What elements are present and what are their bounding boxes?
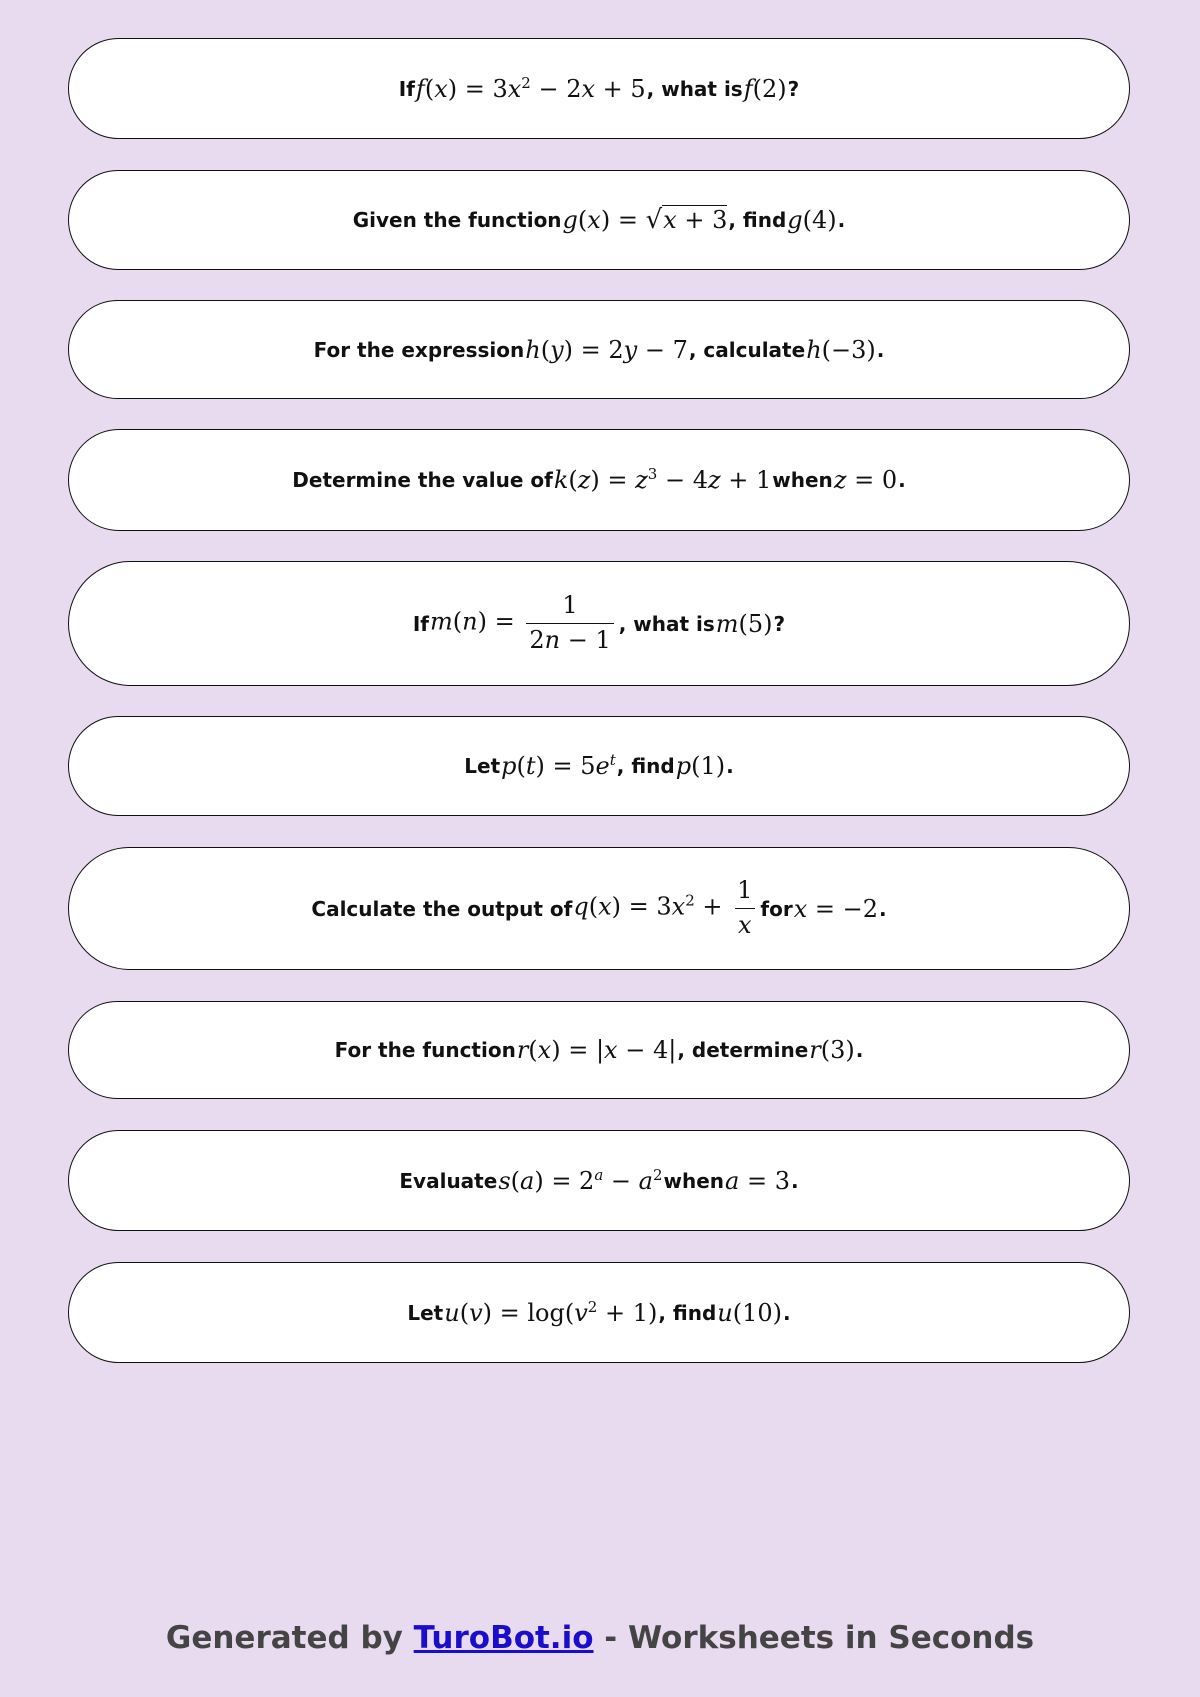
math-expression: $p(t) = 5e^t$ xyxy=(501,751,616,780)
math-expression: z = 0 xyxy=(833,466,898,494)
math-expression: g(x) = √x + 3 xyxy=(562,205,728,235)
problem-text: , what is xyxy=(618,611,715,636)
problem-card-5 xyxy=(68,561,1130,686)
math-expression: g(4) xyxy=(787,206,837,234)
problem-text: Calculate the output of xyxy=(311,896,573,921)
problem-card-7 xyxy=(68,847,1130,970)
math-expression: $u(v) = \log(v^2 + 1)$ xyxy=(444,1297,658,1327)
problem-card-10 xyxy=(68,1262,1130,1363)
problem-card-2 xyxy=(68,170,1130,270)
problem-text: Evaluate xyxy=(399,1168,498,1193)
problem-text: . xyxy=(783,1300,791,1325)
math-expression: a = 3 xyxy=(725,1166,790,1195)
problem-text: . xyxy=(898,468,906,492)
math-expression: m(5) xyxy=(715,609,773,638)
math-expression: u(10) xyxy=(717,1298,783,1327)
problem-text: If xyxy=(412,611,429,636)
problem-text: ? xyxy=(787,76,800,101)
problem-text: If xyxy=(398,76,415,101)
problem-text: when xyxy=(772,468,833,492)
problem-text: Let xyxy=(407,1300,444,1325)
problem-card-6 xyxy=(68,716,1130,816)
math-expression: f(2) xyxy=(743,74,787,103)
footer-prefix: Generated by xyxy=(165,1620,414,1656)
problem-text: for xyxy=(760,896,793,921)
problem-text: , calculate xyxy=(688,337,806,362)
problem-text: when xyxy=(663,1168,725,1193)
math-expression: h(−3) xyxy=(806,335,876,364)
math-expression: x = −2 xyxy=(793,894,878,923)
problem-text: Let xyxy=(464,754,501,778)
problem-text: ? xyxy=(773,611,786,636)
problem-text: . xyxy=(726,754,734,778)
footer xyxy=(0,1620,1200,1656)
problem-text: , find xyxy=(658,1300,717,1325)
math-expression: m(n) = $\frac{1}{2n - 1}$ xyxy=(430,592,618,654)
math-expression: $f(x) = 3x^2 - 2x + 5$ xyxy=(415,73,646,103)
math-expression: p(1) xyxy=(675,752,726,780)
problem-text: . xyxy=(791,1168,799,1193)
problem-text: , find xyxy=(728,208,787,232)
math-expression: $s(a) = 2^a - a^2$ xyxy=(498,1165,663,1195)
problem-text: . xyxy=(876,337,885,362)
problem-text: Given the function xyxy=(352,208,562,232)
problem-text: For the expression xyxy=(313,337,525,362)
problem-text: , find xyxy=(616,754,675,778)
problem-text: , what is xyxy=(646,76,743,101)
problem-text: . xyxy=(855,1038,864,1062)
problem-card-3 xyxy=(68,300,1130,399)
problem-card-1 xyxy=(68,38,1130,139)
problem-text: , determine xyxy=(677,1038,809,1062)
math-expression: r(x) = |x − 4| xyxy=(516,1036,677,1064)
turobot-link[interactable]: TuroBot.io xyxy=(413,1620,594,1656)
math-expression: r(3) xyxy=(809,1036,855,1064)
footer-suffix: - Worksheets in Seconds xyxy=(593,1620,1035,1656)
math-expression: $q(x) = 3x^2$ + $\frac{1}{x}$ xyxy=(573,877,759,939)
problem-card-9 xyxy=(68,1130,1130,1231)
problem-text: . xyxy=(879,896,887,921)
problem-text: Determine the value of xyxy=(292,468,553,492)
math-expression: h(y) = 2y − 7 xyxy=(525,335,688,364)
problem-card-4 xyxy=(68,429,1130,531)
problem-text: . xyxy=(837,208,846,232)
problem-card-8 xyxy=(68,1001,1130,1099)
problem-text: For the function xyxy=(334,1038,516,1062)
math-expression: $k(z) = z^3 - 4z + 1$ xyxy=(553,465,772,494)
